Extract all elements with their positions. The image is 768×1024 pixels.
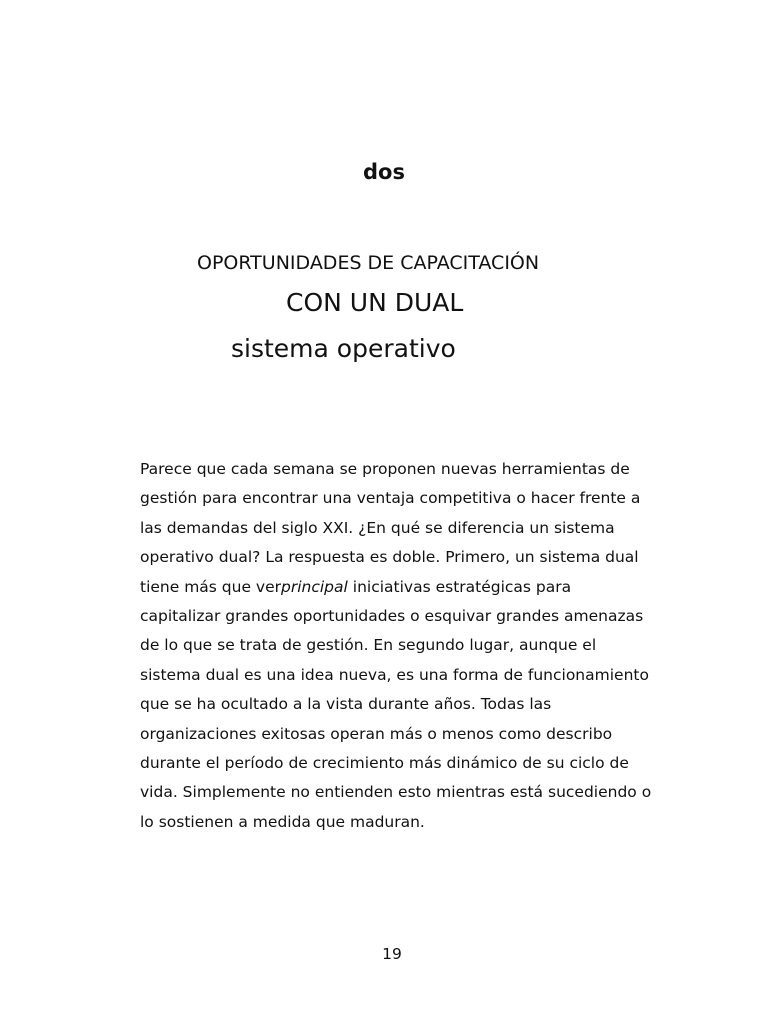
- paragraph-text: iniciativas estratégicas para: [347, 577, 572, 596]
- chapter-number: dos: [363, 160, 405, 184]
- paragraph-line: organizaciones exitosas operan más o menos como describo: [140, 724, 613, 743]
- paragraph-line: de lo que se trata de gestión. En segundo lugar, aunque el: [140, 636, 597, 655]
- paragraph-line: vida. Simplemente no entienden esto mientras está sucediendo o: [140, 783, 652, 802]
- chapter-title-line-1: OPORTUNIDADES DE CAPACITACIÓN: [197, 252, 540, 274]
- paragraph-line: capitalizar grandes oportunidades o esquivar grandes amenazas: [140, 607, 644, 626]
- paragraph-line: operativo dual? La respuesta es doble. Primero, un sistema dual: [140, 548, 639, 567]
- paragraph-line: las demandas del siglo XXI. ¿En qué se diferencia un sistema: [140, 518, 615, 537]
- paragraph-line: [140, 573, 660, 602]
- paragraph-line: gestión para encontrar una ventaja competitiva o hacer frente a: [140, 489, 641, 508]
- italic-emphasis: principal: [281, 577, 348, 596]
- body-paragraph: [140, 455, 660, 837]
- page-number: 19: [382, 945, 402, 963]
- paragraph-line: durante el período de crecimiento más dinámico de su ciclo de: [140, 754, 629, 773]
- paragraph-line: que se ha ocultado a la vista durante años. Todas las: [140, 695, 552, 714]
- paragraph-line: lo sostienen a medida que maduran.: [140, 812, 425, 831]
- paragraph-line: Parece que cada semana se proponen nuevas herramientas de: [140, 460, 630, 478]
- paragraph-text: tiene más que ver: [140, 577, 282, 596]
- chapter-title-line-2: CON UN DUAL: [286, 288, 464, 317]
- chapter-title-line-3: sistema operativo: [231, 334, 456, 363]
- paragraph-line: sistema dual es una idea nueva, es una forma de funcionamiento: [140, 665, 649, 684]
